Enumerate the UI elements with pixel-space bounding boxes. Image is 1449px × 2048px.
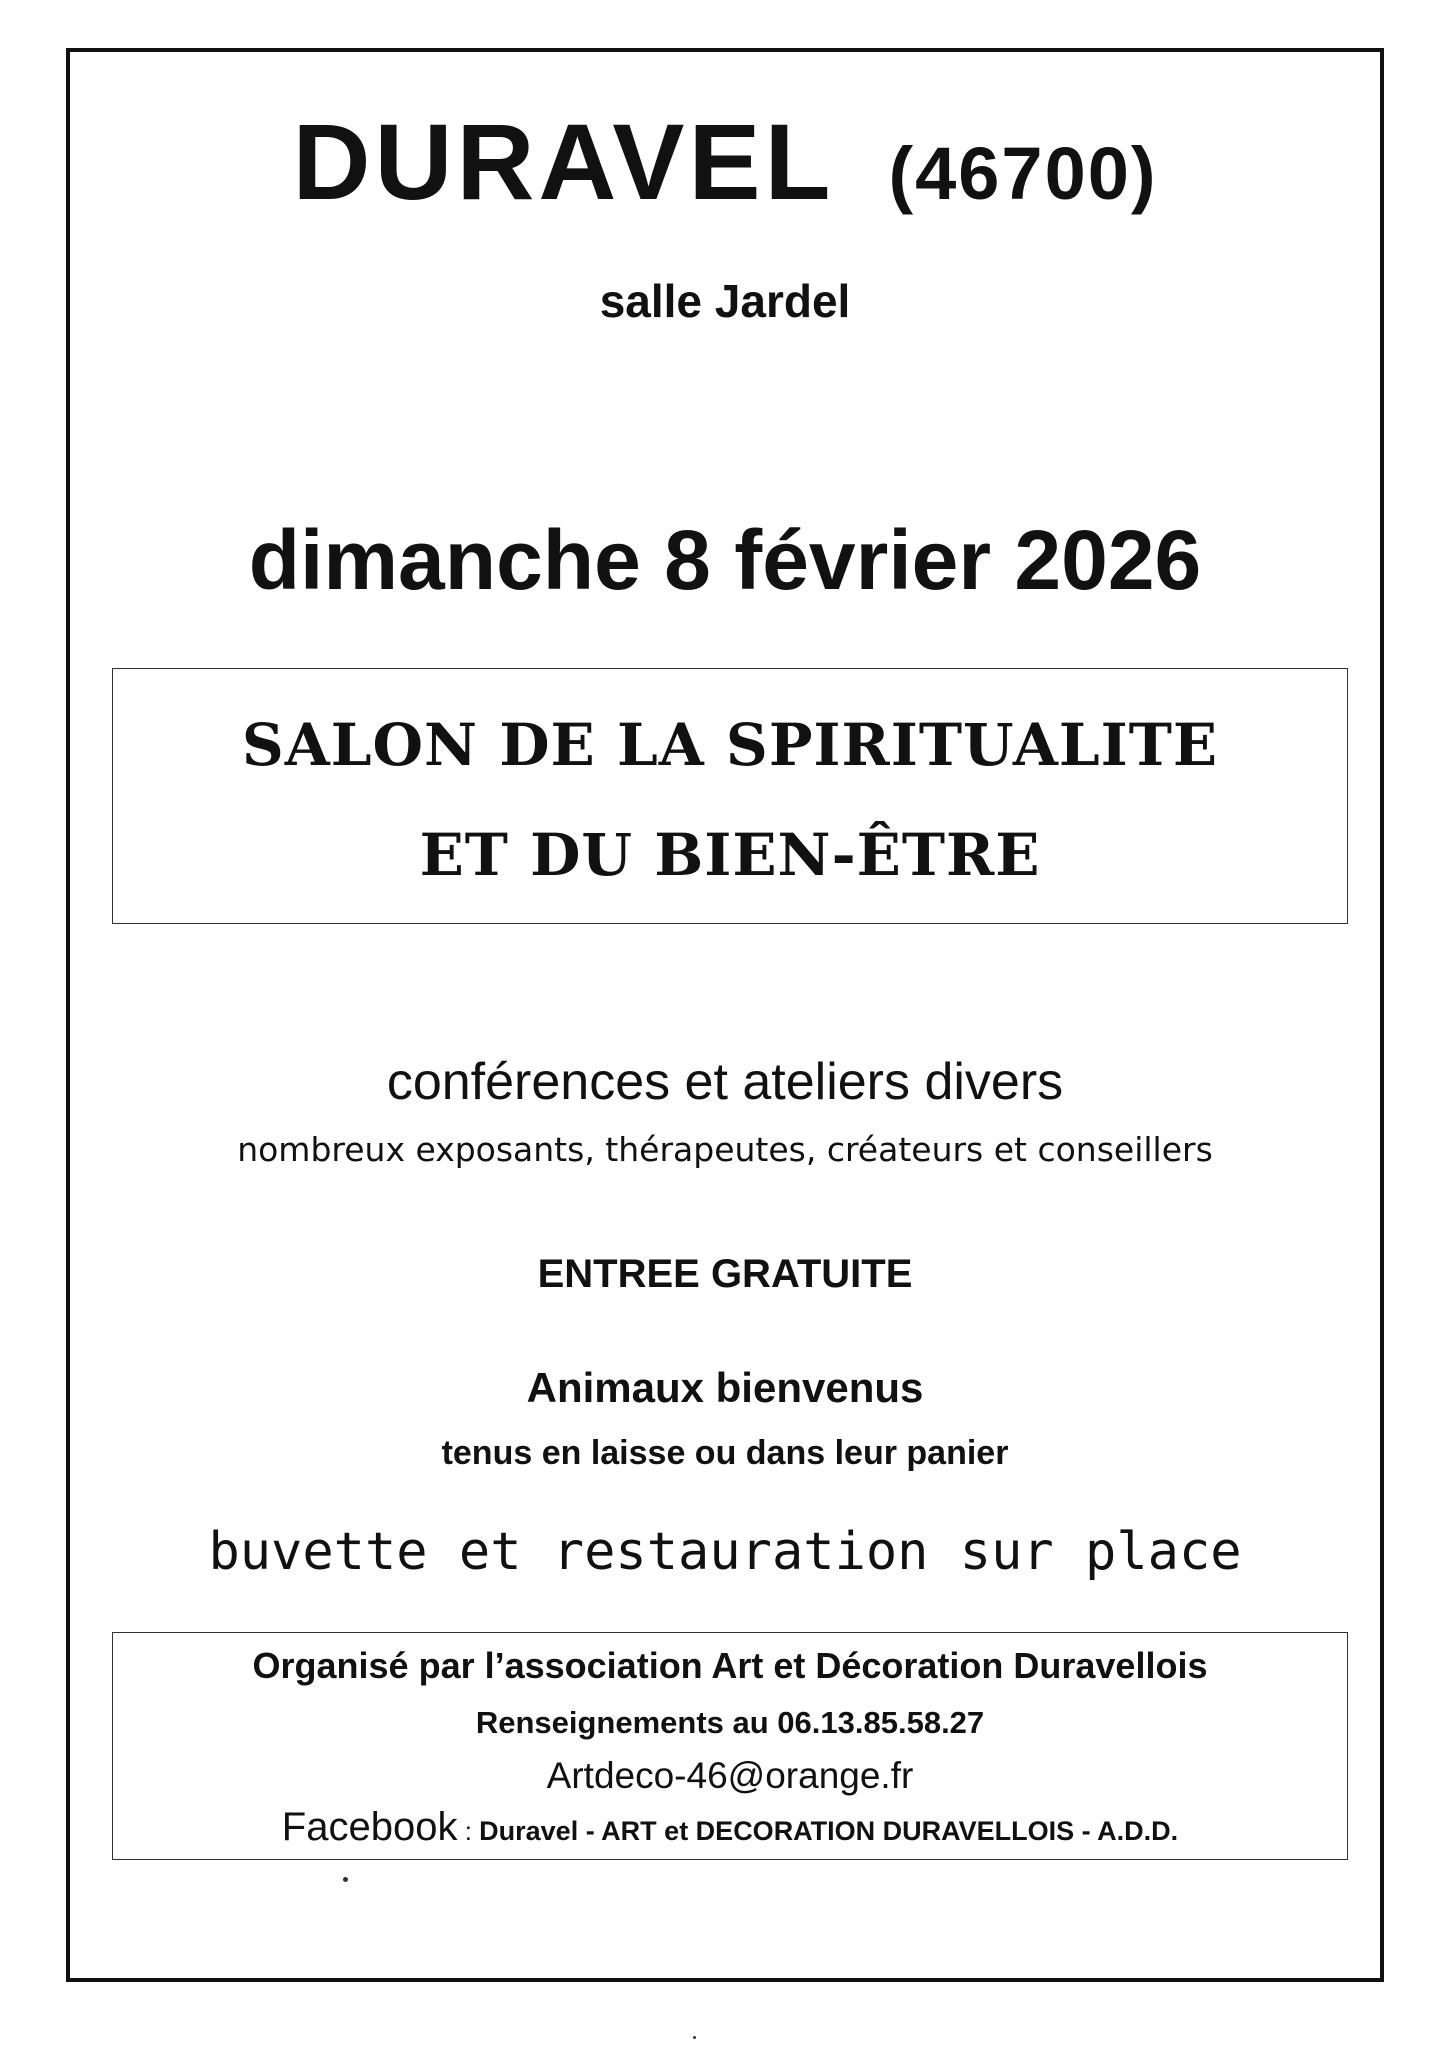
organizer-facebook [113, 1805, 1347, 1850]
postal-code: (46700) [888, 132, 1158, 215]
scan-speck [693, 2036, 696, 2039]
city-name: DURAVEL [292, 101, 835, 222]
organizer-phone: Renseignements au 06.13.85.58.27 [475, 1705, 985, 1740]
venue-name: salle Jardel [599, 275, 851, 327]
activities-text: conférences et ateliers divers [386, 1053, 1064, 1111]
animals-note-text: tenus en laisse ou dans leur panier [441, 1434, 1009, 1472]
event-name-box [112, 668, 1348, 924]
animals-welcome-text: Animaux bienvenus [526, 1364, 924, 1411]
free-entry-text: ENTREE GRATUITE [537, 1252, 913, 1296]
event-name-line1: SALON DE LA SPIRITUALITE [241, 711, 1219, 779]
facebook-label: Facebook [281, 1805, 458, 1849]
scan-speck [343, 1877, 348, 1882]
facebook-page-name: Duravel - ART et DECORATION DURAVELLOIS - A.D.D. [479, 1816, 1179, 1846]
event-date: dimanche 8 février 2026 [248, 513, 1202, 607]
event-name-line2: ET DU BIEN-ÊTRE [419, 821, 1041, 889]
facebook-separator: : [457, 1816, 480, 1846]
organizer-name: Organisé par l’association Art et Décoration Duravellois [252, 1645, 1208, 1686]
organizer-email: Artdeco-46@orange.fr [546, 1755, 914, 1796]
exhibitors-text: nombreux exposants, thérapeutes, créateurs et conseillers [237, 1130, 1213, 1169]
organizer-box [112, 1632, 1348, 1860]
poster-title [70, 101, 1380, 222]
food-drink-text: buvette et restauration sur place [208, 1522, 1242, 1582]
